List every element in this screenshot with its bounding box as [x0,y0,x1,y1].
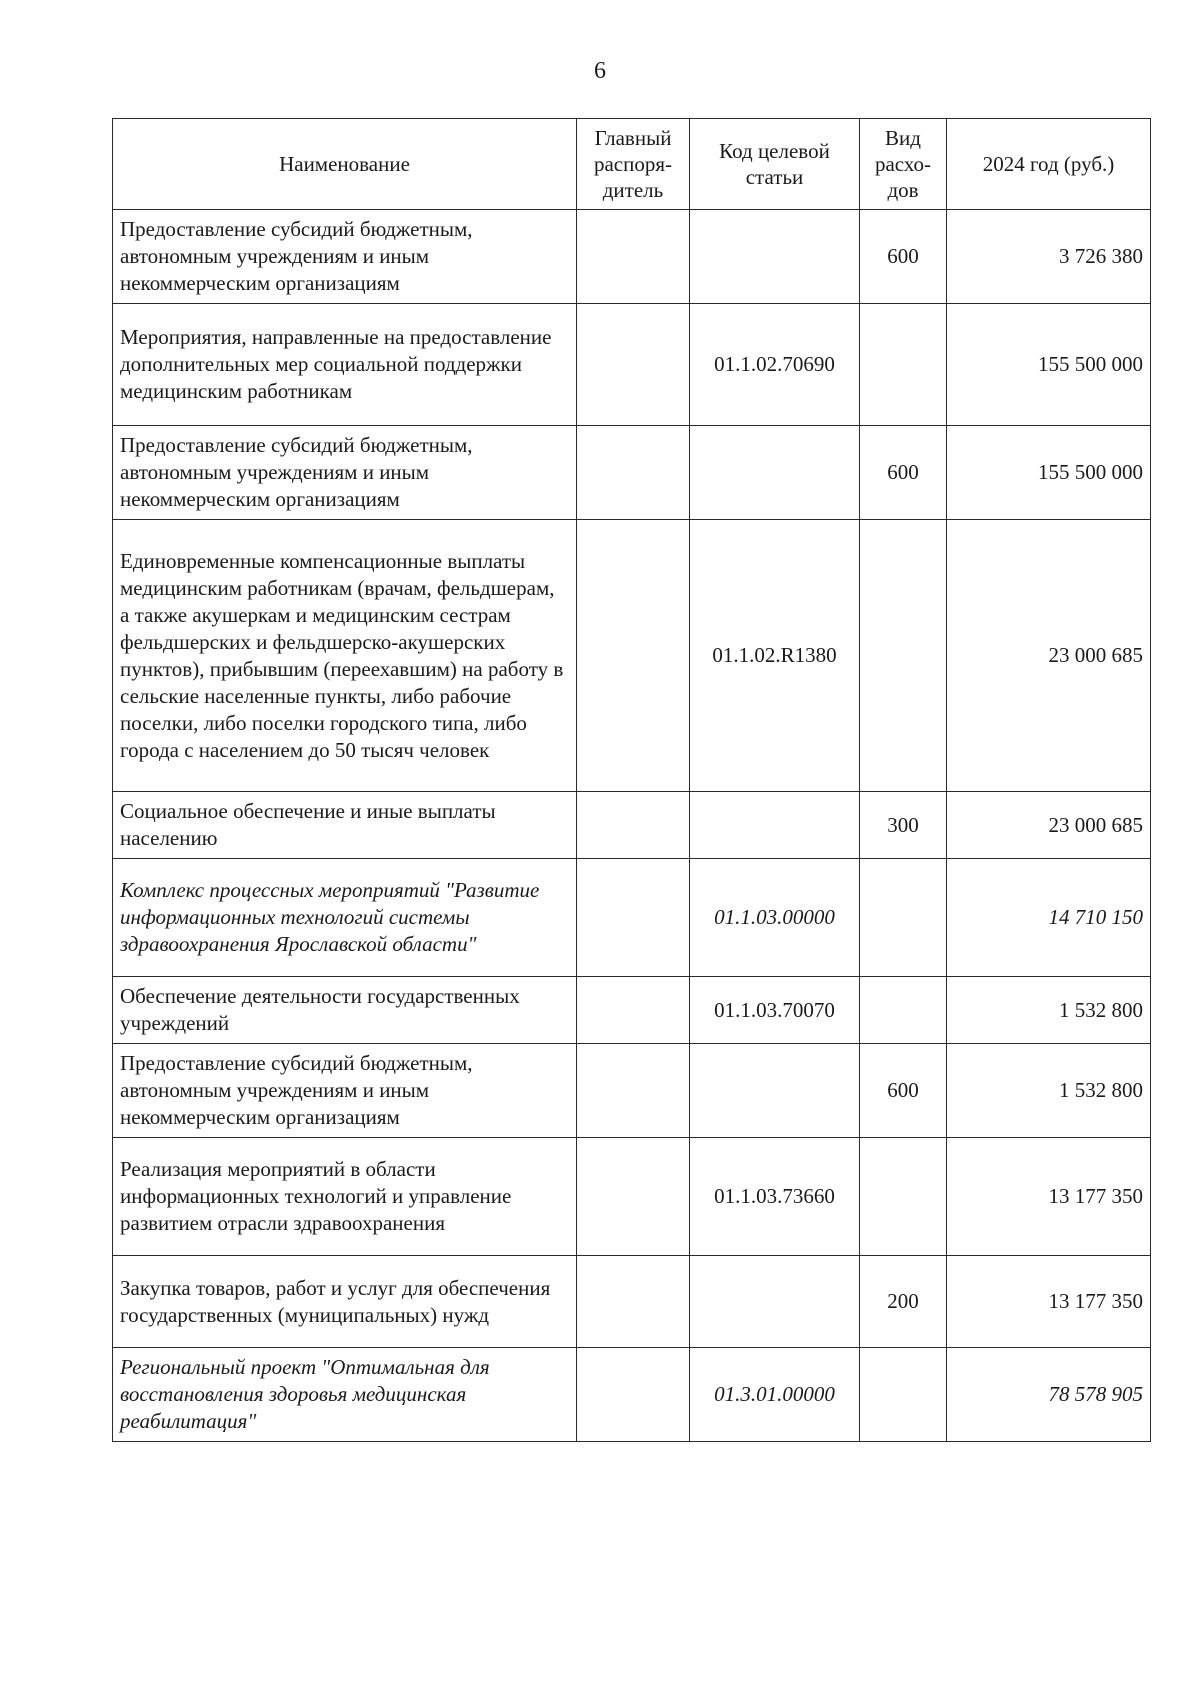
cell-expense-type [860,977,947,1044]
cell-amount: 13 177 350 [947,1138,1151,1256]
cell-name: Предоставление субсидий бюджетным, автономным учреждениям и иным некоммерческим организациям [113,1044,577,1138]
table-row [113,792,1151,859]
page-number: 6 [594,58,606,84]
cell-name: Единовременные компенсационные выплаты медицинским работникам (врачам, фельдшерам, а также акушеркам и медицинским сестрам фельдшерских и фельдшерско-акушерских пунктов), прибывшим (переехавшим) на работу в сельские населенные пункты, либо рабочие поселки, либо поселки городского типа, либо города с населением до 50 тысяч человек [113,520,577,792]
cell-expense-type: 300 [860,792,947,859]
cell-name: Реализация мероприятий в области информационных технологий и управление развитием отрасли здравоохранения [113,1138,577,1256]
cell-chief-manager [577,1138,690,1256]
cell-target-code: 01.1.02.R1380 [690,520,860,792]
cell-name: Региональный проект "Оптимальная для восстановления здоровья медицинская реабилитация" [113,1348,577,1442]
cell-chief-manager [577,1044,690,1138]
cell-target-code [690,792,860,859]
cell-chief-manager [577,210,690,304]
cell-amount: 23 000 685 [947,792,1151,859]
cell-amount: 155 500 000 [947,426,1151,520]
cell-chief-manager [577,304,690,426]
cell-name: Закупка товаров, работ и услуг для обеспечения государственных (муниципальных) нужд [113,1256,577,1348]
cell-expense-type [860,1348,947,1442]
table-row [113,859,1151,977]
cell-amount: 78 578 905 [947,1348,1151,1442]
cell-chief-manager [577,859,690,977]
cell-expense-type: 200 [860,1256,947,1348]
cell-amount: 13 177 350 [947,1256,1151,1348]
header-amount-2024: 2024 год (руб.) [947,119,1151,210]
cell-chief-manager [577,792,690,859]
table-header [113,119,1151,210]
cell-expense-type [860,304,947,426]
budget-table [112,118,1151,1442]
cell-target-code: 01.1.03.00000 [690,859,860,977]
cell-name: Обеспечение деятельности государственных учреждений [113,977,577,1044]
cell-amount: 23 000 685 [947,520,1151,792]
cell-target-code: 01.3.01.00000 [690,1348,860,1442]
header-target-code: Код целевой статьи [690,119,860,210]
table-row [113,1138,1151,1256]
cell-target-code: 01.1.02.70690 [690,304,860,426]
header-name: Наименование [113,119,577,210]
table-row [113,977,1151,1044]
cell-chief-manager [577,1348,690,1442]
cell-chief-manager [577,520,690,792]
cell-name: Предоставление субсидий бюджетным, автономным учреждениям и иным некоммерческим организациям [113,426,577,520]
cell-amount: 3 726 380 [947,210,1151,304]
table-row [113,520,1151,792]
cell-name: Мероприятия, направленные на предоставление дополнительных мер социальной поддержки медицинским работникам [113,304,577,426]
table-row [113,1348,1151,1442]
cell-target-code [690,426,860,520]
cell-expense-type [860,1138,947,1256]
table-row [113,304,1151,426]
cell-expense-type [860,859,947,977]
cell-name: Социальное обеспечение и иные выплаты населению [113,792,577,859]
cell-name: Предоставление субсидий бюджетным, автономным учреждениям и иным некоммерческим организациям [113,210,577,304]
cell-chief-manager [577,977,690,1044]
cell-target-code [690,1044,860,1138]
table-row [113,1044,1151,1138]
table-row [113,1256,1151,1348]
cell-target-code: 01.1.03.70070 [690,977,860,1044]
cell-expense-type [860,520,947,792]
cell-target-code: 01.1.03.73660 [690,1138,860,1256]
cell-amount: 14 710 150 [947,859,1151,977]
cell-chief-manager [577,426,690,520]
table-row [113,426,1151,520]
cell-amount: 155 500 000 [947,304,1151,426]
cell-target-code [690,210,860,304]
cell-expense-type: 600 [860,426,947,520]
cell-amount: 1 532 800 [947,977,1151,1044]
cell-amount: 1 532 800 [947,1044,1151,1138]
cell-target-code [690,1256,860,1348]
header-expense-type: Вид расхо-дов [860,119,947,210]
table-row [113,210,1151,304]
cell-name: Комплекс процессных мероприятий "Развитие информационных технологий системы здравоохранения Ярославской области" [113,859,577,977]
header-chief-manager: Главный распоря-дитель [577,119,690,210]
cell-chief-manager [577,1256,690,1348]
cell-expense-type: 600 [860,1044,947,1138]
cell-expense-type: 600 [860,210,947,304]
table-body [113,210,1151,1442]
header-row [113,119,1151,210]
